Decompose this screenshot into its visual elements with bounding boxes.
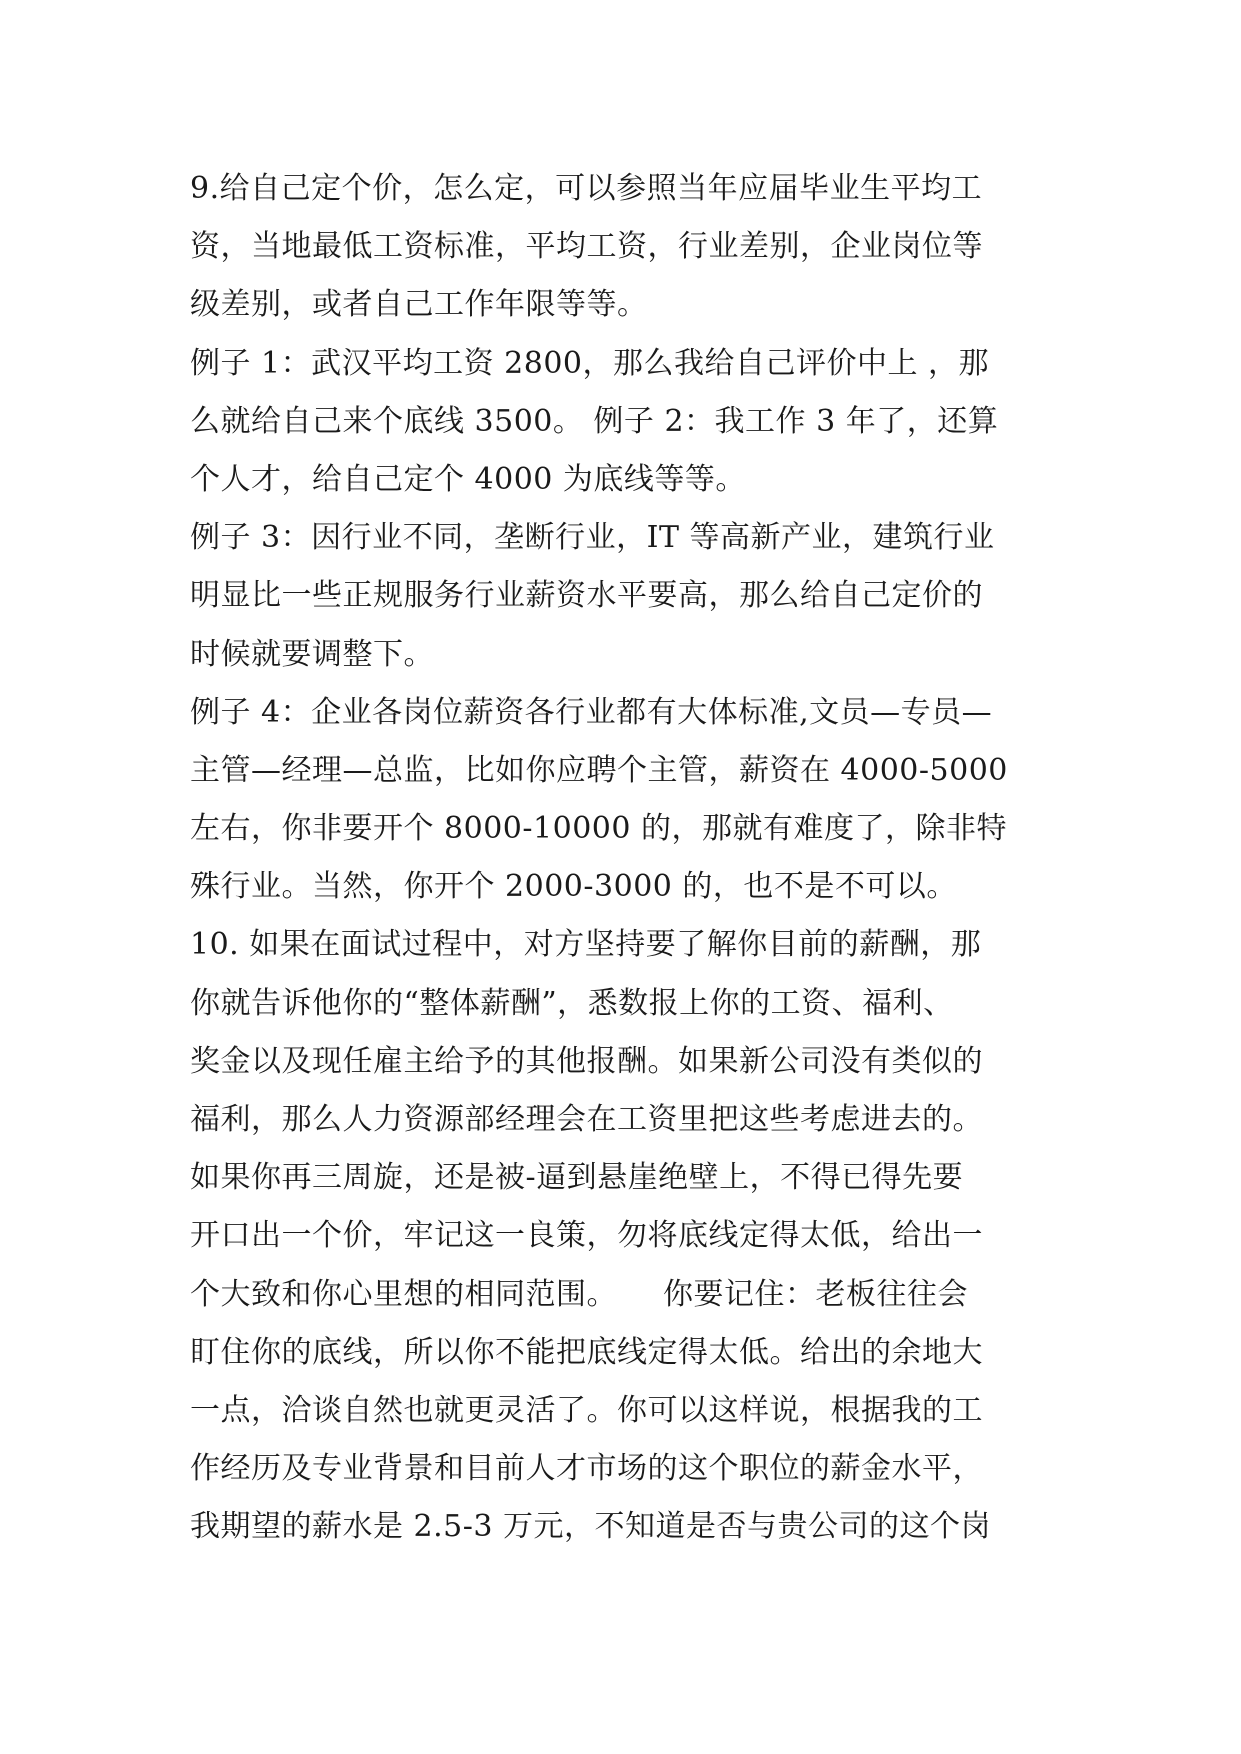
text-line: 一点，洽谈自然也就更灵活了。你可以这样说，根据我的工 <box>190 1392 983 1428</box>
text-line: 福利，那么人力资源部经理会在工资里把这些考虑进去的。 <box>190 1102 983 1137</box>
text-line: 开口出一个价，牢记这一良策，勿将底线定得太低，给出一 <box>190 1218 983 1254</box>
text-line: 时候就要调整下。 <box>190 636 434 672</box>
text-line: 如果你再三周旋，还是被-逼到悬崖绝壁上，不得已得先要 <box>190 1160 964 1196</box>
text-line: 例子 3：因行业不同，垄断行业，IT 等高新产业，建筑行业 <box>190 520 995 556</box>
text-line: 你就告诉他你的“整体薪酬”，悉数报上你的工资、福利、 <box>190 985 954 1021</box>
text-line: 9.给自己定个价，怎么定，可以参照当年应届毕业生平均工 <box>190 171 983 206</box>
text-line: 例子 1：武汉平均工资 2800，那么我给自己评价中上 ，那 <box>190 345 990 381</box>
text-line: 主管—经理—总监，比如你应聘个主管，薪资在 4000-5000 <box>190 752 1008 788</box>
text-line: 10. 如果在面试过程中，对方坚持要了解你目前的薪酬，那 <box>190 927 982 963</box>
text-line: 资，当地最低工资标准，平均工资，行业差别，企业岗位等 <box>190 229 983 265</box>
text-line: 我期望的薪水是 2.5-3 万元，不知道是否与贵公司的这个岗 <box>190 1509 992 1545</box>
text-line: 殊行业。当然，你开个 2000-3000 的，也不是不可以。 <box>190 869 957 905</box>
text-line: 个人才，给自己定个 4000 为底线等等。 <box>190 461 746 497</box>
text-line: 级差别，或者自己工作年限等等。 <box>190 287 648 323</box>
text-line: 个大致和你心里想的相同范围。 你要记住：老板往往会 <box>190 1276 968 1312</box>
text-line: 么就给自己来个底线 3500。 例子 2：我工作 3 年了，还算 <box>190 403 999 439</box>
body-text <box>190 160 1090 1557</box>
text-line: 盯住你的底线，所以你不能把底线定得太低。给出的余地大 <box>190 1334 983 1370</box>
text-line: 明显比一些正规服务行业薪资水平要高，那么给自己定价的 <box>190 578 983 614</box>
text-line: 左右，你非要开个 8000-10000 的，那就有难度了，除非特 <box>190 811 1007 847</box>
text-line: 作经历及专业背景和目前人才市场的这个职位的薪金水平， <box>190 1451 983 1487</box>
text-line: 奖金以及现任雇主给予的其他报酬。如果新公司没有类似的 <box>190 1043 983 1079</box>
text-line: 例子 4：企业各岗位薪资各行业都有大体标准,文员—专员— <box>190 694 993 730</box>
